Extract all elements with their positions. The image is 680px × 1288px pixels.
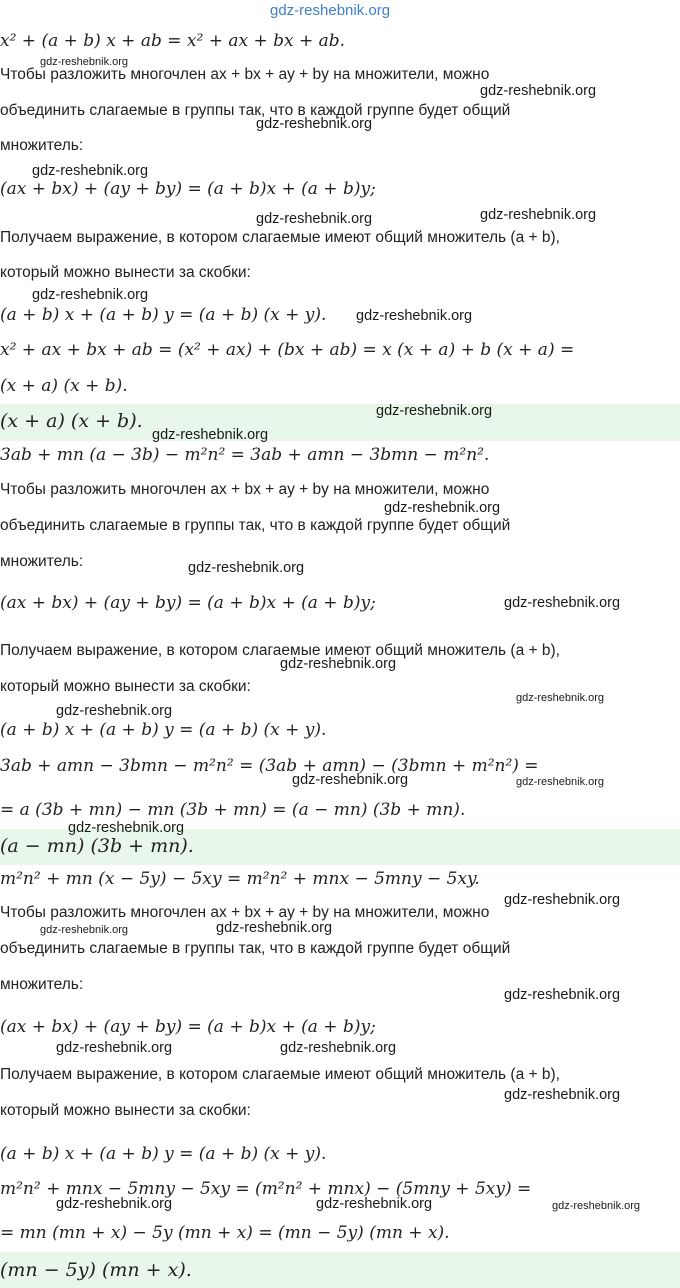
watermark: gdz-reshebnik.org — [292, 772, 409, 788]
text-3-bracket: который можно вынести за скобки: — [0, 1102, 251, 1119]
watermark: gdz-reshebnik.org — [316, 1196, 433, 1212]
watermark: gdz-reshebnik.org — [504, 892, 621, 908]
equation-1-grouping: (ax + bx) + (ay + by) = (a + b)x + (a + b)y; — [0, 179, 376, 199]
text-3-common-factor: Получаем выражение, в котором слагаемые имеют общий множитель (a + b), — [0, 1066, 560, 1083]
text-2-bracket: который можно вынести за скобки: — [0, 678, 251, 695]
text-2-label: множитель: — [0, 553, 84, 570]
watermark: gdz-reshebnik.org — [56, 703, 173, 719]
watermark-top: gdz-reshebnik.org — [270, 2, 391, 19]
watermark: gdz-reshebnik.org — [480, 83, 597, 99]
answer-2: (a − mn) (3b + mn). — [0, 835, 194, 857]
watermark: gdz-reshebnik.org — [504, 595, 621, 611]
watermark: gdz-reshebnik.org — [376, 403, 493, 419]
text-1-intro-cont: объединить слагаемые в группы так, что в каждой группе будет общий — [0, 102, 511, 119]
watermark: gdz-reshebnik.org — [480, 207, 597, 223]
equation-2-factor: (a + b) x + (a + b) y = (a + b) (x + y). — [0, 720, 327, 740]
watermark: gdz-reshebnik.org — [280, 656, 397, 672]
text-3-intro: Чтобы разложить многочлен ax + bx + ay + by на множители, можно — [0, 904, 490, 921]
text-2-intro-cont: объединить слагаемые в группы так, что в каждой группе будет общий — [0, 517, 511, 534]
watermark: gdz-reshebnik.org — [40, 924, 129, 936]
text-1-common-factor: Получаем выражение, в котором слагаемые имеют общий множитель (a + b), — [0, 229, 560, 246]
answer-3: (mn − 5y) (mn + x). — [0, 1259, 192, 1281]
equation-3-expand: m²n² + mn (x − 5y) − 5xy = m²n² + mnx − 5mny − 5xy. — [0, 869, 480, 889]
text-2-common-factor: Получаем выражение, в котором слагаемые имеют общий множитель (a + b), — [0, 642, 560, 659]
equation-3-solution: m²n² + mnx − 5mny − 5xy = (m²n² + mnx) − (5mny + 5xy) = — [0, 1179, 532, 1199]
watermark: gdz-reshebnik.org — [504, 987, 621, 1003]
watermark: gdz-reshebnik.org — [32, 163, 149, 179]
text-1-label: множитель: — [0, 137, 84, 154]
watermark: gdz-reshebnik.org — [40, 56, 129, 68]
text-1-bracket: который можно вынести за скобки: — [0, 264, 251, 281]
text-3-intro-cont: объединить слагаемые в группы так, что в каждой группе будет общий — [0, 940, 511, 957]
watermark: gdz-reshebnik.org — [504, 1087, 621, 1103]
watermark: gdz-reshebnik.org — [516, 776, 605, 788]
text-3-label: множитель: — [0, 976, 84, 993]
watermark: gdz-reshebnik.org — [32, 287, 149, 303]
equation-2-expand: 3ab + mn (a − 3b) − m²n² = 3ab + amn − 3bmn − m²n². — [0, 445, 490, 465]
equation-1-factor: (a + b) x + (a + b) y = (a + b) (x + y). — [0, 305, 327, 325]
watermark: gdz-reshebnik.org — [256, 211, 373, 227]
answer-1: (x + a) (x + b). — [0, 410, 143, 432]
equation-1-solution: x² + ax + bx + ab = (x² + ax) + (bx + ab) = x (x + a) + b (x + a) = — [0, 340, 575, 360]
equation-2-grouping: (ax + bx) + (ay + by) = (a + b)x + (a + b)y; — [0, 593, 376, 613]
text-2-intro: Чтобы разложить многочлен ax + bx + ay + by на множители, можно — [0, 481, 490, 498]
equation-1-solution-cont: (x + a) (x + b). — [0, 376, 128, 396]
equation-3-factor: (a + b) x + (a + b) y = (a + b) (x + y). — [0, 1144, 327, 1164]
watermark: gdz-reshebnik.org — [68, 820, 185, 836]
equation-3-grouping: (ax + bx) + (ay + by) = (a + b)x + (a + b)y; — [0, 1017, 376, 1037]
watermark: gdz-reshebnik.org — [356, 308, 473, 324]
watermark: gdz-reshebnik.org — [256, 116, 373, 132]
watermark: gdz-reshebnik.org — [384, 500, 501, 516]
watermark: gdz-reshebnik.org — [56, 1040, 173, 1056]
watermark: gdz-reshebnik.org — [152, 427, 269, 443]
equation-3-solution-cont: = mn (mn + x) − 5y (mn + x) = (mn − 5y) (mn + x). — [0, 1223, 450, 1243]
text-1-intro: Чтобы разложить многочлен ax + bx + ay + by на множители, можно — [0, 66, 490, 83]
equation-2-solution: 3ab + amn − 3bmn − m²n² = (3ab + amn) − (3bmn + m²n²) = — [0, 756, 539, 776]
equation-1-expand: x² + (a + b) x + ab = x² + ax + bx + ab. — [0, 31, 346, 51]
watermark: gdz-reshebnik.org — [216, 920, 333, 936]
watermark: gdz-reshebnik.org — [516, 692, 605, 704]
watermark: gdz-reshebnik.org — [280, 1040, 397, 1056]
watermark: gdz-reshebnik.org — [188, 560, 305, 576]
watermark: gdz-reshebnik.org — [56, 1196, 173, 1212]
equation-2-solution-cont: = a (3b + mn) − mn (3b + mn) = (a − mn) (3b + mn). — [0, 800, 466, 820]
watermark: gdz-reshebnik.org — [552, 1200, 641, 1212]
